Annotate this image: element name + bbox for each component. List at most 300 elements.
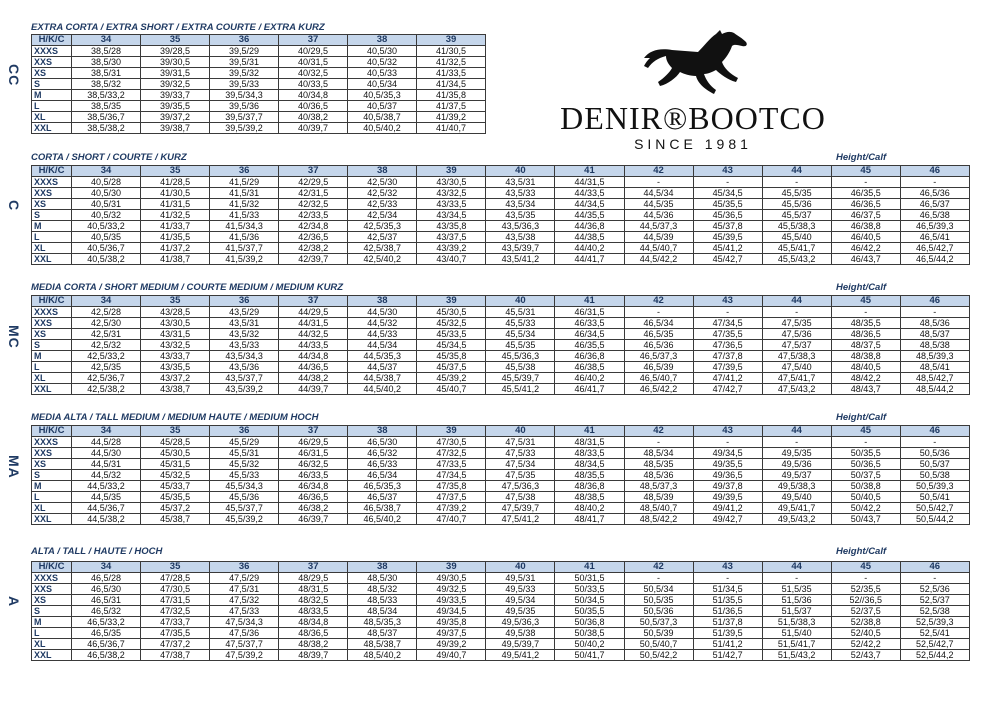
table-cell: 50/33,5: [555, 584, 624, 595]
table-cell: 46/43,7: [831, 254, 900, 265]
table-cell: 48,5/40,7: [624, 503, 693, 514]
table-cell: 50/38,8: [831, 481, 900, 492]
table-cell: 45/34,5: [693, 188, 762, 199]
table-cell: -: [624, 177, 693, 188]
table-cell: 50,5/44,2: [900, 514, 969, 525]
table-cell: 50,5/42,7: [900, 503, 969, 514]
table-row: [32, 470, 970, 481]
table-cell: 45/39,2: [417, 373, 486, 384]
table-cell: 45/31,5: [141, 459, 210, 470]
table-cell: 47/33,5: [417, 459, 486, 470]
horse-icon: [638, 28, 753, 98]
table-cell: -: [831, 307, 900, 318]
table-cell: 45,5/37: [762, 210, 831, 221]
table-cell: 51/36,5: [693, 606, 762, 617]
table-cell: 47,5/34,3: [210, 617, 279, 628]
table-cell: 42,5/36,7: [72, 373, 141, 384]
table-cell: 41/30,5: [141, 188, 210, 199]
header-shoe-size: 45: [831, 296, 900, 307]
table-cell: 48,5/38,7: [348, 639, 417, 650]
table-cell: 40,5/28: [72, 177, 141, 188]
row-size-label: XS: [32, 329, 72, 340]
table-cell: 45/37,8: [693, 221, 762, 232]
table-cell: 40,5/31: [72, 199, 141, 210]
table-cell: 40,5/38,7: [348, 112, 417, 123]
table-cell: 47/28,5: [141, 573, 210, 584]
table-cell: -: [762, 437, 831, 448]
header-shoe-size: 42: [624, 296, 693, 307]
table-cell: 48/38,8: [831, 351, 900, 362]
table-cell: -: [693, 307, 762, 318]
table-cell: 44/34,5: [555, 199, 624, 210]
table-cell: 46,5/38,7: [348, 503, 417, 514]
table-cell: 43,5/41,2: [486, 254, 555, 265]
table-cell: 43/38,7: [141, 384, 210, 395]
table-cell: 45/33,7: [141, 481, 210, 492]
table-cell: 38,5/38,2: [72, 123, 141, 134]
table-cell: 44,5/36,7: [72, 503, 141, 514]
row-size-label: XS: [32, 68, 72, 79]
table-cell: 50,5/42,2: [624, 650, 693, 661]
table-cell: 46,5/38: [900, 210, 969, 221]
table-cell: 42/31,5: [279, 188, 348, 199]
table-cell: 47/36,5: [693, 340, 762, 351]
table-cell: 48/29,5: [279, 573, 348, 584]
table-cell: 48/36,5: [279, 628, 348, 639]
table-cell: 46,5/30: [348, 437, 417, 448]
table-cell: 38,5/35: [72, 101, 141, 112]
row-size-label: XL: [32, 639, 72, 650]
table-cell: 50,5/38: [900, 470, 969, 481]
header-shoe-size: 43: [693, 166, 762, 177]
table-cell: 44/41,7: [555, 254, 624, 265]
table-cell: 51,5/36: [762, 595, 831, 606]
table-cell: 46,5/37: [348, 492, 417, 503]
table-cell: 46/29,5: [279, 437, 348, 448]
table-row: [32, 68, 486, 79]
table-cell: 50/34,5: [555, 595, 624, 606]
section-title: ALTA / TALL / HAUTE / HOCH: [31, 546, 163, 557]
table-cell: 47,5/34: [486, 459, 555, 470]
table-cell: 45/30,5: [141, 448, 210, 459]
table-cell: 39/28,5: [141, 46, 210, 57]
table-cell: 50/36,5: [831, 459, 900, 470]
table-cell: 46/38,8: [831, 221, 900, 232]
table-cell: 46,5/28: [72, 573, 141, 584]
table-cell: -: [762, 307, 831, 318]
table-cell: 47/37,5: [417, 492, 486, 503]
table-cell: 48/40,2: [555, 503, 624, 514]
table-cell: 39,5/31: [210, 57, 279, 68]
table-row: [32, 318, 970, 329]
table-cell: 43/39,2: [417, 243, 486, 254]
header-shoe-size: 46: [900, 562, 969, 573]
table-cell: 43/35,5: [141, 362, 210, 373]
table-cell: 43/30,5: [417, 177, 486, 188]
table-cell: 49/39,5: [693, 492, 762, 503]
table-cell: 51,5/38,3: [762, 617, 831, 628]
table-cell: 44,5/31: [72, 459, 141, 470]
table-cell: 50,5/41: [900, 492, 969, 503]
table-cell: 46/42,2: [831, 243, 900, 254]
table-cell: 45,5/39,2: [210, 514, 279, 525]
table-cell: 47/32,5: [141, 606, 210, 617]
section-side-label: A: [6, 596, 22, 608]
row-size-label: XS: [32, 199, 72, 210]
table-cell: 43,5/31: [486, 177, 555, 188]
table-cell: 39/30,5: [141, 57, 210, 68]
table-cell: 43,5/37,7: [210, 373, 279, 384]
table-cell: 49,5/38,3: [762, 481, 831, 492]
table-cell: 47,5/43,2: [762, 384, 831, 395]
table-cell: 40,5/33,2: [72, 221, 141, 232]
table-cell: 47,5/38,3: [762, 351, 831, 362]
table-row: [32, 177, 970, 188]
header-shoe-size: 43: [693, 296, 762, 307]
table-cell: 41/32,5: [141, 210, 210, 221]
table-cell: 49,5/33: [486, 584, 555, 595]
table-row: [32, 448, 970, 459]
header-shoe-size: 37: [279, 166, 348, 177]
table-cell: 44,5/38,2: [72, 514, 141, 525]
table-cell: 46,5/39,3: [900, 221, 969, 232]
table-cell: 42,5/38,7: [348, 243, 417, 254]
table-cell: 41,5/31: [210, 188, 279, 199]
table-cell: 47,5/37: [762, 340, 831, 351]
table-cell: 49/41,2: [693, 503, 762, 514]
table-cell: 46,5/42,2: [624, 384, 693, 395]
table-cell: 47,5/33: [210, 606, 279, 617]
table-cell: 47,5/37,7: [210, 639, 279, 650]
table-cell: 47,5/36: [762, 329, 831, 340]
table-cell: 47/32,5: [417, 448, 486, 459]
table-cell: 43/37,2: [141, 373, 210, 384]
table-cell: 39/33,7: [141, 90, 210, 101]
table-cell: 42,5/32: [72, 340, 141, 351]
table-cell: 51/34,5: [693, 584, 762, 595]
row-size-label: XXL: [32, 123, 72, 134]
header-shoe-size: 46: [900, 166, 969, 177]
table-cell: 42,5/30: [72, 318, 141, 329]
table-row: [32, 221, 970, 232]
table-cell: 39,5/32: [210, 68, 279, 79]
header-shoe-size: 34: [72, 166, 141, 177]
table-cell: 47/31,5: [141, 595, 210, 606]
header-shoe-size: 44: [762, 296, 831, 307]
section-title: MEDIA CORTA / SHORT MEDIUM / COURTE MEDIUM / MEDIUM KURZ: [31, 282, 344, 293]
header-shoe-size: 42: [624, 562, 693, 573]
table-cell: 48/32,5: [279, 595, 348, 606]
table-cell: 44/32,5: [279, 329, 348, 340]
table-cell: 42,5/35: [72, 362, 141, 373]
table-cell: -: [900, 177, 969, 188]
table-cell: 41,5/37,7: [210, 243, 279, 254]
table-cell: 47,5/35: [486, 470, 555, 481]
table-cell: -: [624, 573, 693, 584]
table-row: [32, 606, 970, 617]
header-shoe-size: 40: [486, 166, 555, 177]
header-shoe-size: 39: [417, 562, 486, 573]
table-cell: 47/35,8: [417, 481, 486, 492]
header-shoe-size: 36: [210, 35, 279, 46]
table-cell: 43/37,5: [417, 232, 486, 243]
row-size-label: L: [32, 362, 72, 373]
table-cell: 41,5/33: [210, 210, 279, 221]
row-size-label: S: [32, 470, 72, 481]
section-title: MEDIA ALTA / TALL MEDIUM / MEDIUM HAUTE / MEDIUM HOCH: [31, 412, 319, 423]
table-cell: 49,5/39,7: [486, 639, 555, 650]
table-row: [32, 79, 486, 90]
table-cell: 44,5/30: [72, 448, 141, 459]
table-cell: 49/37,5: [417, 628, 486, 639]
table-cell: 41/39,2: [417, 112, 486, 123]
table-cell: 38,5/33,2: [72, 90, 141, 101]
table-cell: 40/34,8: [279, 90, 348, 101]
header-shoe-size: 38: [348, 35, 417, 46]
header-shoe-size: 34: [72, 35, 141, 46]
table-cell: 48/34,5: [555, 459, 624, 470]
header-shoe-size: 39: [417, 166, 486, 177]
section-side-label: CC: [6, 64, 22, 87]
table-cell: 40,5/30: [72, 188, 141, 199]
table-cell: 44,5/37: [348, 362, 417, 373]
table-cell: 45,5/38: [486, 362, 555, 373]
table-cell: 44,5/34: [348, 340, 417, 351]
table-row: [32, 650, 970, 661]
height-calf-label: Height/Calf: [836, 282, 887, 293]
header-shoe-size: 38: [348, 296, 417, 307]
table-cell: 48,5/36: [624, 470, 693, 481]
table-cell: 45/28,5: [141, 437, 210, 448]
table-cell: 48,5/39: [624, 492, 693, 503]
table-cell: -: [762, 177, 831, 188]
table-cell: 45,5/31: [210, 448, 279, 459]
header-shoe-size: 45: [831, 166, 900, 177]
table-cell: 40/39,7: [279, 123, 348, 134]
row-size-label: XXS: [32, 448, 72, 459]
table-cell: 45,5/36,3: [486, 351, 555, 362]
table-row: [32, 90, 486, 101]
table-cell: 46/38,5: [555, 362, 624, 373]
row-size-label: M: [32, 351, 72, 362]
table-row: [32, 188, 970, 199]
table-cell: 48,5/33: [348, 595, 417, 606]
table-row: [32, 210, 970, 221]
table-cell: 48/34,8: [279, 617, 348, 628]
table-cell: 44/35,5: [555, 210, 624, 221]
table-cell: 41/32,5: [417, 57, 486, 68]
table-cell: 50,5/35: [624, 595, 693, 606]
table-cell: 46,5/35: [72, 628, 141, 639]
table-cell: 49/40,7: [417, 650, 486, 661]
table-cell: 42,5/32: [348, 188, 417, 199]
table-cell: 45/30,5: [417, 307, 486, 318]
table-cell: 44/40,2: [555, 243, 624, 254]
table-cell: 41/30,5: [417, 46, 486, 57]
table-cell: 42/33,5: [279, 210, 348, 221]
table-cell: 41/38,7: [141, 254, 210, 265]
table-cell: 41/33,5: [417, 68, 486, 79]
table-cell: 49,5/34: [486, 595, 555, 606]
table-cell: 41/35,5: [141, 232, 210, 243]
table-cell: 44,5/33: [348, 329, 417, 340]
table-cell: 51/35,5: [693, 595, 762, 606]
table-row: [32, 340, 970, 351]
table-cell: 47/35,5: [141, 628, 210, 639]
table-cell: 40,5/30: [348, 46, 417, 57]
table-cell: 41/37,5: [417, 101, 486, 112]
table-cell: 43/33,7: [141, 351, 210, 362]
table-cell: 45,5/36: [762, 199, 831, 210]
table-row: [32, 373, 970, 384]
table-cell: 49,5/37: [762, 470, 831, 481]
table-cell: 41/33,7: [141, 221, 210, 232]
table-cell: 48/35,5: [831, 318, 900, 329]
table-cell: 50,5/36: [900, 448, 969, 459]
row-size-label: XXS: [32, 584, 72, 595]
table-cell: 46/35,5: [555, 340, 624, 351]
height-calf-label: Height/Calf: [836, 152, 887, 163]
table-row: [32, 437, 970, 448]
header-row: [32, 35, 486, 46]
table-cell: 46,5/30: [72, 584, 141, 595]
table-cell: -: [900, 573, 969, 584]
table-cell: 40,5/35: [72, 232, 141, 243]
table-cell: 48/37,5: [831, 340, 900, 351]
header-shoe-size: 45: [831, 562, 900, 573]
table-cell: 51,5/37: [762, 606, 831, 617]
table-cell: 48,5/37,3: [624, 481, 693, 492]
row-size-label: XXS: [32, 188, 72, 199]
table-cell: 44,5/37,3: [624, 221, 693, 232]
table-cell: 45/35,5: [141, 492, 210, 503]
table-cell: 43/28,5: [141, 307, 210, 318]
table-cell: 45/33,5: [417, 329, 486, 340]
table-cell: 50/35,5: [555, 606, 624, 617]
header-hkc: H/K/C: [32, 296, 72, 307]
header-shoe-size: 36: [210, 296, 279, 307]
table-cell: 44,5/32: [348, 318, 417, 329]
size-table: [31, 295, 970, 395]
header-shoe-size: 37: [279, 296, 348, 307]
table-cell: 47,5/39,2: [210, 650, 279, 661]
table-cell: 44,5/30: [348, 307, 417, 318]
table-cell: 50/43,7: [831, 514, 900, 525]
header-shoe-size: 34: [72, 562, 141, 573]
table-cell: 42/39,7: [279, 254, 348, 265]
table-cell: 43,5/33: [210, 340, 279, 351]
table-cell: 44,5/40,2: [348, 384, 417, 395]
table-cell: 42,5/30: [348, 177, 417, 188]
header-shoe-size: 38: [348, 166, 417, 177]
row-size-label: M: [32, 221, 72, 232]
table-cell: 41,5/29: [210, 177, 279, 188]
table-cell: 38,5/36,7: [72, 112, 141, 123]
table-cell: 43,5/33: [486, 188, 555, 199]
table-cell: 40,5/38,2: [72, 254, 141, 265]
table-cell: 43,5/36: [210, 362, 279, 373]
table-cell: 47/34,5: [417, 470, 486, 481]
table-cell: 46,5/42,7: [900, 243, 969, 254]
table-cell: 46/33,5: [279, 470, 348, 481]
table-cell: 46/40,2: [555, 373, 624, 384]
row-size-label: XXXS: [32, 177, 72, 188]
section-side-label: C: [6, 200, 22, 212]
table-cell: 41/34,5: [417, 79, 486, 90]
table-cell: 38,5/28: [72, 46, 141, 57]
table-row: [32, 492, 970, 503]
table-cell: 45/38,7: [141, 514, 210, 525]
table-cell: 49/30,5: [417, 573, 486, 584]
table-cell: 52/42,2: [831, 639, 900, 650]
table-cell: 44/31,5: [555, 177, 624, 188]
table-cell: 42/29,5: [279, 177, 348, 188]
header-shoe-size: 34: [72, 426, 141, 437]
table-cell: 47/37,8: [693, 351, 762, 362]
table-cell: 51,5/43,2: [762, 650, 831, 661]
table-cell: 49/36,5: [693, 470, 762, 481]
table-cell: 48,5/36: [900, 318, 969, 329]
table-cell: 44/36,5: [279, 362, 348, 373]
table-cell: 42/32,5: [279, 199, 348, 210]
table-cell: 46/40,5: [831, 232, 900, 243]
table-cell: 43,5/39,2: [210, 384, 279, 395]
header-shoe-size: 37: [279, 562, 348, 573]
table-row: [32, 595, 970, 606]
table-cell: -: [900, 437, 969, 448]
header-shoe-size: 38: [348, 426, 417, 437]
table-cell: 43/32,5: [141, 340, 210, 351]
table-row: [32, 639, 970, 650]
table-cell: 43,5/32: [210, 329, 279, 340]
table-cell: 50,5/37,3: [624, 617, 693, 628]
header-row: [32, 166, 970, 177]
table-cell: 49,5/38: [486, 628, 555, 639]
row-size-label: XS: [32, 595, 72, 606]
table-cell: 48/33,5: [555, 448, 624, 459]
header-shoe-size: 44: [762, 166, 831, 177]
table-cell: 42,5/34: [348, 210, 417, 221]
table-cell: 50/40,5: [831, 492, 900, 503]
row-size-label: XXS: [32, 318, 72, 329]
brand-name: DENIR®BOOTCO: [560, 100, 826, 136]
header-row: [32, 426, 970, 437]
table-cell: 41/31,5: [141, 199, 210, 210]
table-cell: 47,5/29: [210, 573, 279, 584]
table-cell: 45/34,5: [417, 340, 486, 351]
table-cell: 44/33,5: [279, 340, 348, 351]
table-cell: 52,5/37: [900, 595, 969, 606]
table-cell: 44/38,2: [279, 373, 348, 384]
row-size-label: S: [32, 210, 72, 221]
header-shoe-size: 36: [210, 426, 279, 437]
table-cell: 47/39,5: [693, 362, 762, 373]
table-cell: 47,5/41,7: [762, 373, 831, 384]
table-cell: 44,5/40,7: [624, 243, 693, 254]
header-shoe-size: 36: [210, 562, 279, 573]
table-cell: 46,5/44,2: [900, 254, 969, 265]
header-hkc: H/K/C: [32, 562, 72, 573]
table-row: [32, 584, 970, 595]
table-cell: 41,5/34,3: [210, 221, 279, 232]
table-row: [32, 46, 486, 57]
table-row: [32, 307, 970, 318]
table-cell: 51/42,7: [693, 650, 762, 661]
height-calf-label: Height/Calf: [836, 546, 887, 557]
table-cell: 44,5/33,2: [72, 481, 141, 492]
table-cell: 46/41,7: [555, 384, 624, 395]
table-cell: 47,5/36: [210, 628, 279, 639]
